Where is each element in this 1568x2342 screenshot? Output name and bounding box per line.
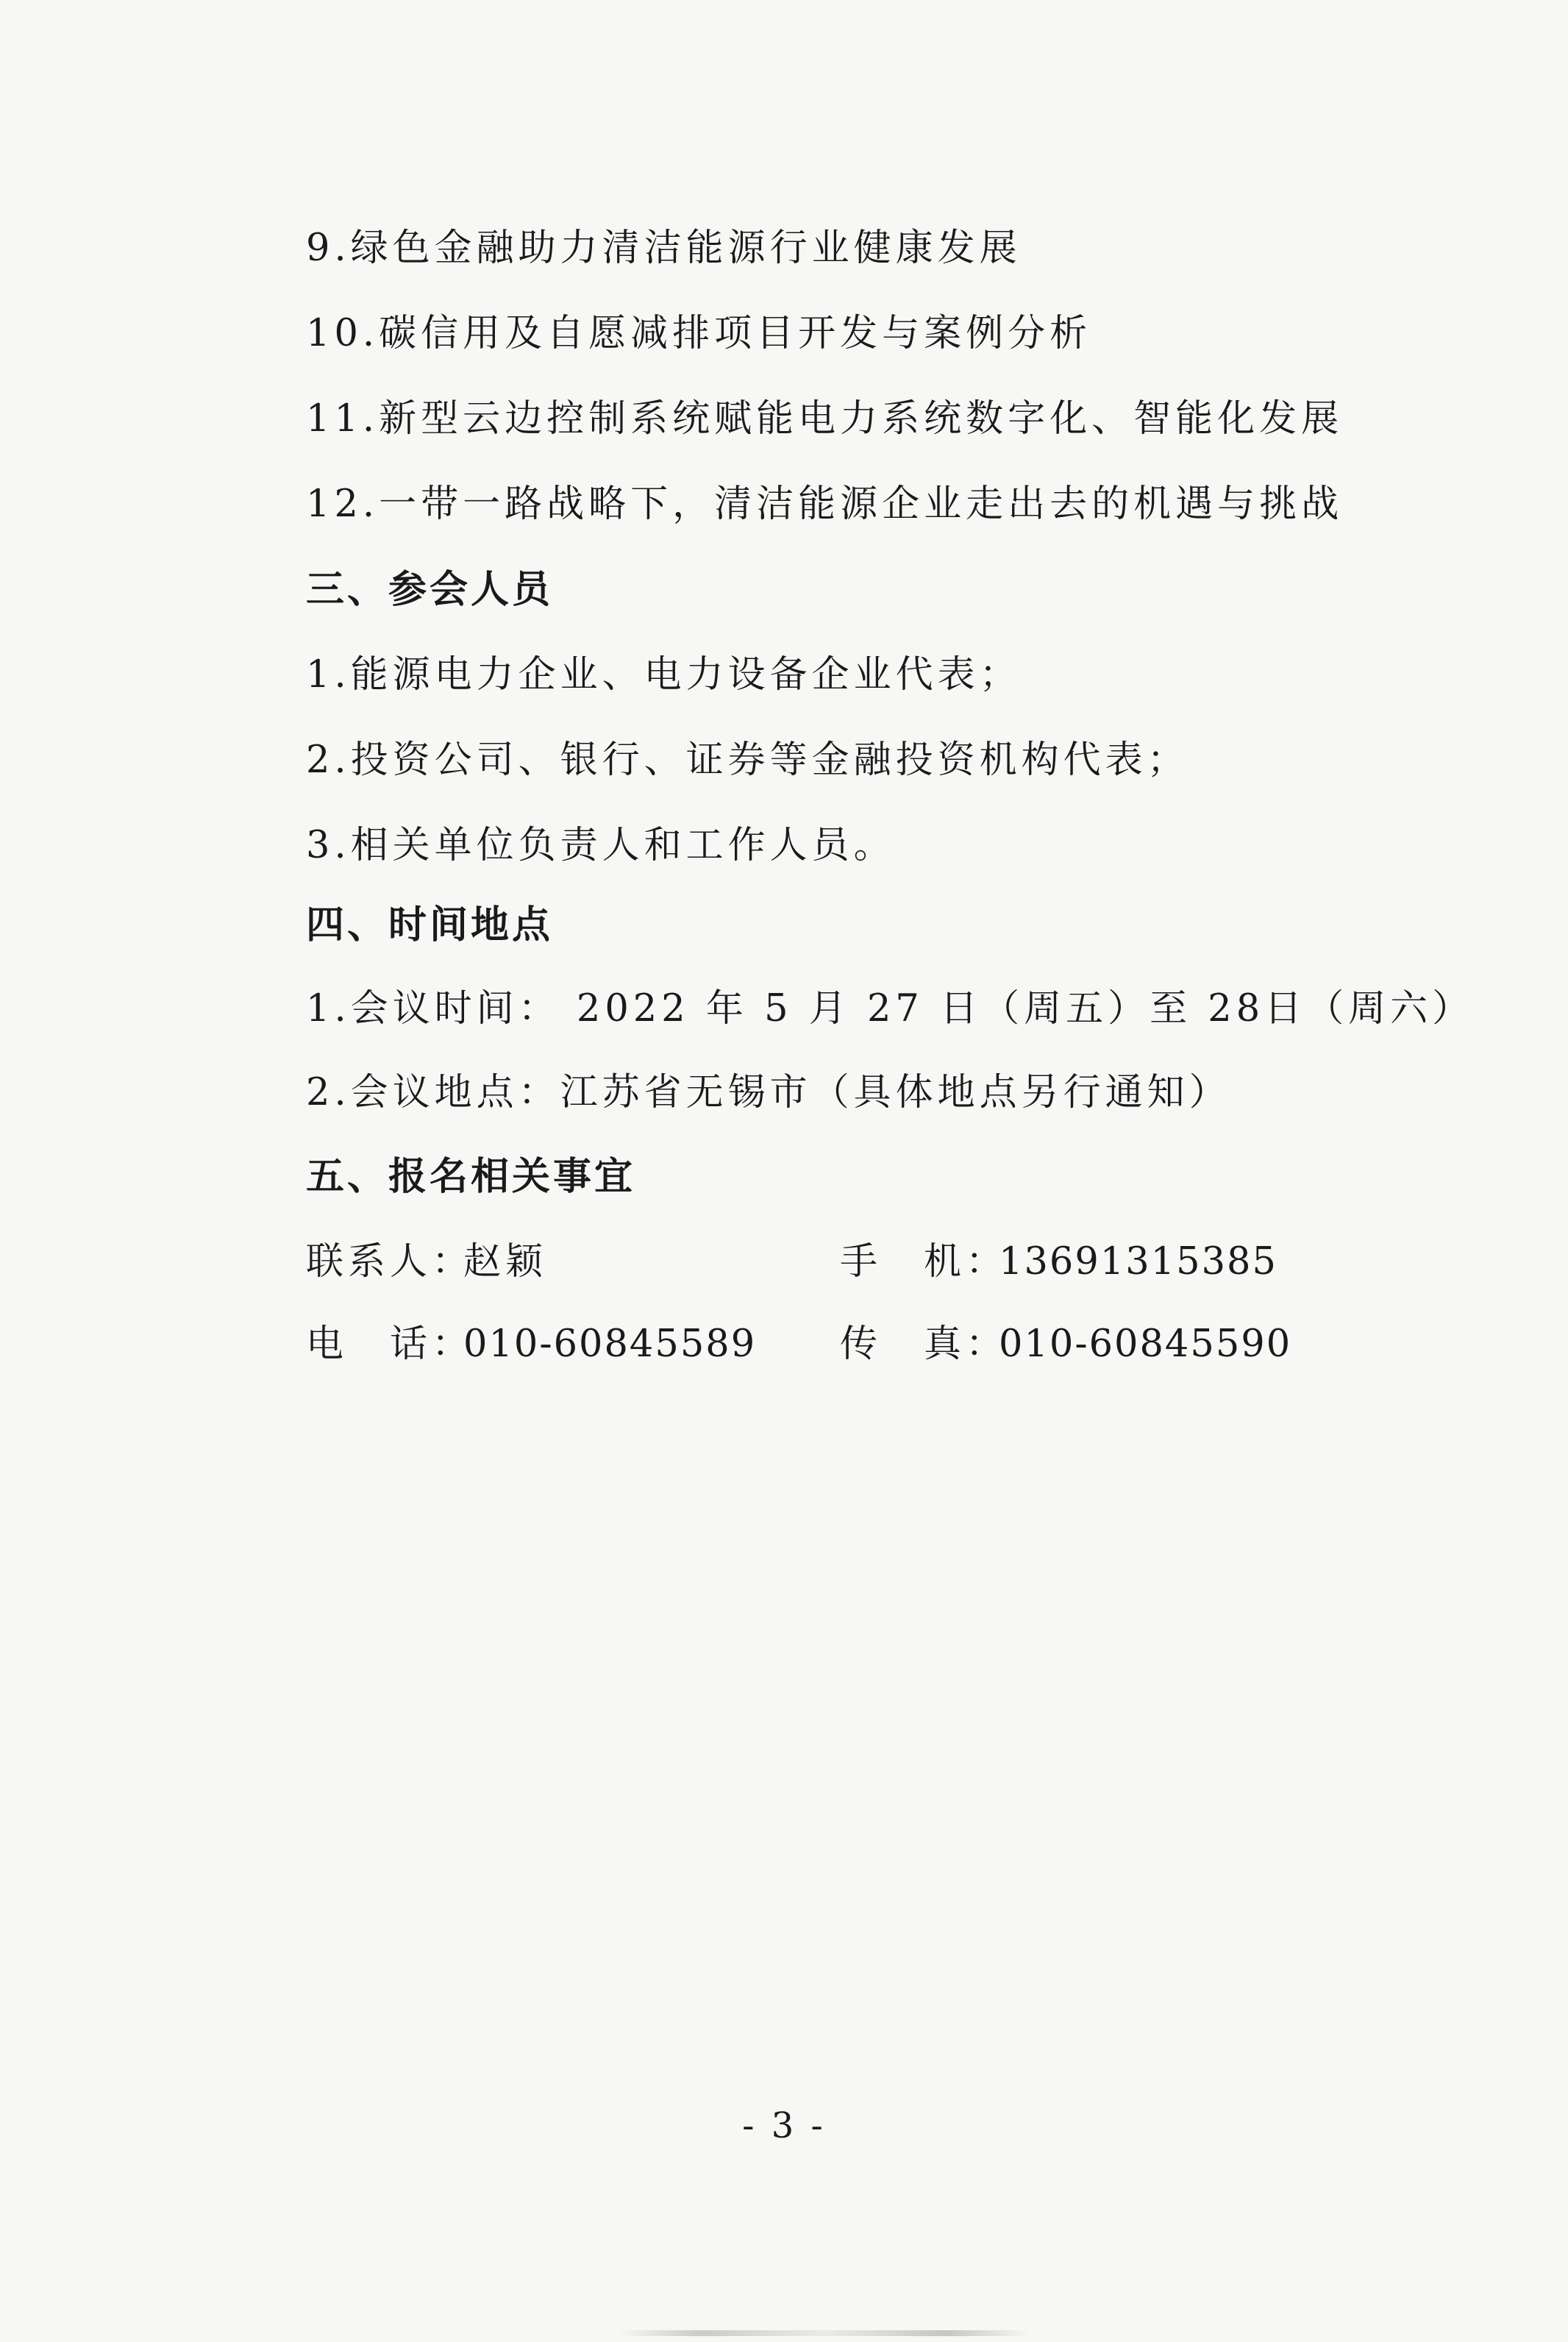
scan-smudge [618, 2330, 1030, 2336]
phone-value: 010-60845589 [463, 1323, 757, 1366]
contact-person-value: 赵颖 [463, 1240, 548, 1284]
section-heading-registration: 五、报名相关事宜 [306, 1155, 636, 1199]
meeting-time: 1.会议时间： 2022 年 5 月 27 日（周五）至 28日（周六） [306, 987, 1475, 1031]
meeting-location: 2.会议地点：江苏省无锡市（具体地点另行通知） [306, 1071, 1231, 1114]
phone-label: 电 话： [306, 1323, 474, 1366]
section-heading-attendees: 三、参会人员 [306, 568, 554, 612]
attendee-item: 2.投资公司、银行、证券等金融投资机构代表； [306, 738, 1189, 782]
fax-value: 010-60845590 [999, 1323, 1292, 1366]
topic-item-10: 10.碳信用及自愿减排项目开发与案例分析 [306, 312, 1092, 355]
topic-item-12: 12.一带一路战略下，清洁能源企业走出去的机遇与挑战 [306, 483, 1344, 526]
section-heading-time-place: 四、时间地点 [306, 903, 554, 947]
mobile-label: 手 机： [840, 1240, 1008, 1284]
fax-label: 传 真： [840, 1323, 1008, 1366]
topic-item-9: 9.绿色金融助力清洁能源行业健康发展 [306, 227, 1022, 270]
page-number: - 3 - [742, 2105, 826, 2146]
attendee-item: 1.能源电力企业、电力设备企业代表； [306, 653, 1022, 697]
contact-person-label: 联系人： [306, 1240, 474, 1284]
mobile-value: 13691315385 [999, 1240, 1277, 1284]
attendee-item: 3.相关单位负责人和工作人员。 [306, 824, 896, 867]
topic-item-11: 11.新型云边控制系统赋能电力系统数字化、智能化发展 [306, 397, 1344, 441]
